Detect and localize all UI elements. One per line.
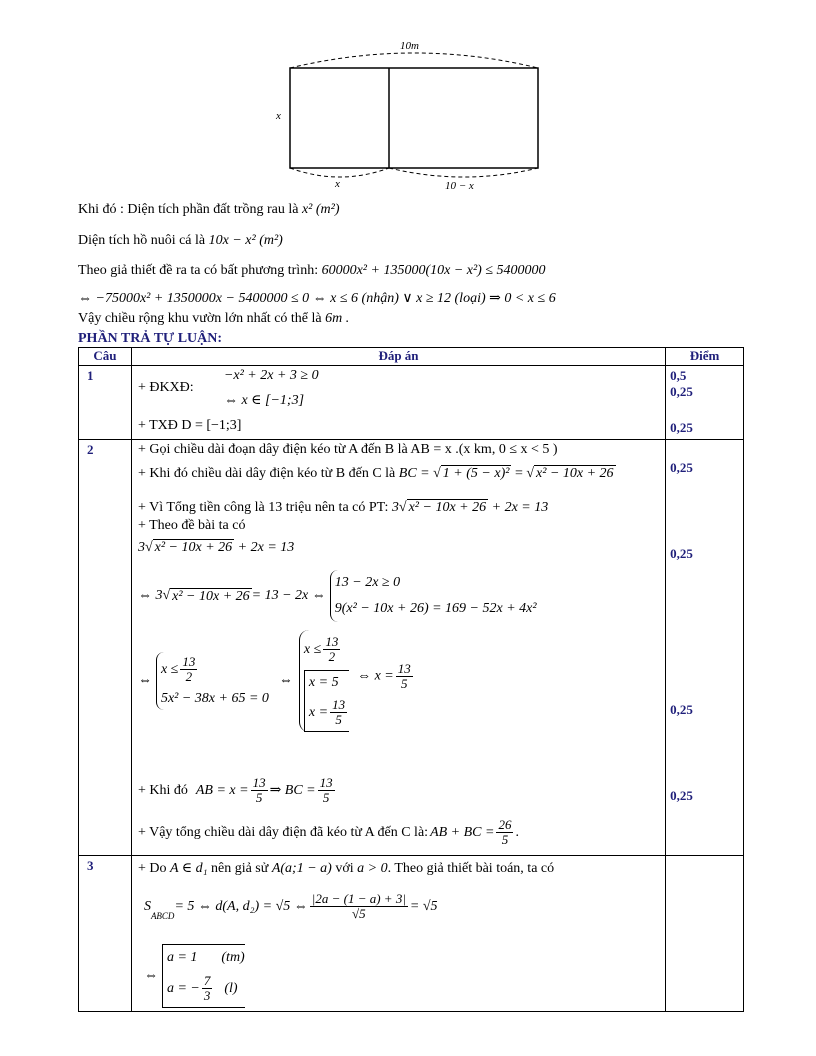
table-row-q1 <box>79 366 744 440</box>
intro-line-1-math: x² (m²) <box>301 202 340 217</box>
q3-line-1-text4: . Theo giả thiết bài toán, ta có <box>387 861 555 876</box>
q1-dkxd-label: + ĐKXĐ: <box>137 380 194 395</box>
q2-line-7-sys1 <box>161 652 269 688</box>
q2-line-3: + Vì Tổng tiền công là 13 triệu nên ta có PT: 3√ x² − 10x + 26 + 2x = 13 <box>137 500 549 515</box>
q3-line-1 <box>138 860 554 877</box>
intro-line-1 <box>78 202 340 218</box>
q2-line-7-c3-num: 13 <box>332 697 346 713</box>
q3-line-2-frac <box>310 892 408 921</box>
header-diem: Điểm <box>666 348 744 366</box>
q2-score-2: 0,25 <box>670 546 693 561</box>
q2-line-9-frac-num: 26 <box>498 817 512 832</box>
table-row-q2 <box>79 440 744 856</box>
q2-line-1: + Gọi chiều dài đoạn dây điện kéo từ A đến B là AB = x .(x km, 0 ≤ x < 5 ) <box>137 442 558 457</box>
q1-number: 1 <box>79 366 132 440</box>
q3-line-2-s: S <box>143 898 151 914</box>
q3-line-3-r2-eq: a = − <box>166 981 200 996</box>
q2-line-8-frac1-num: 13 <box>252 775 266 790</box>
q2-line-5-post: + 2x = 13 <box>234 540 295 555</box>
q2-line-7-res: ⇔ x = <box>357 668 394 684</box>
q1-txd: + TXĐ D = [−1;3] <box>137 418 242 433</box>
q3-score <box>666 856 744 1012</box>
q2-line-7-frac <box>180 655 197 684</box>
intro-line-2-math: 10x − x² (m²) <box>208 233 283 248</box>
figure-bottom-left-label: x <box>335 178 340 190</box>
q3-line-3-r2 <box>167 971 245 1007</box>
q2-line-8 <box>138 776 337 805</box>
q2-line-9-text: + Vậy tổng chiều dài dây điện đã kéo từ A đến C là: <box>137 824 429 840</box>
figure-side-label: x <box>276 110 281 122</box>
q2-line-8-frac2-den: 5 <box>322 790 330 805</box>
q2-line-6-rad: x² − 10x + 26 <box>172 588 250 604</box>
q2-line-9-frac-den: 5 <box>501 832 509 847</box>
intro-line-5 <box>78 311 349 327</box>
q3-line-2 <box>144 892 438 921</box>
q1-answer <box>131 366 665 440</box>
q2-line-7-c3-den: 5 <box>335 712 342 728</box>
q2-line-2-bc: BC = <box>398 466 434 481</box>
figure-top-label: 10m <box>400 40 419 52</box>
q2-line-3-rad: x² − 10x + 26 <box>408 500 487 515</box>
q2-line-7-c3-a: x = <box>308 705 329 720</box>
intro-line-5-text: Vậy chiều rộng khu vườn lớn nhất có thể là <box>78 311 322 326</box>
intro-line-4-math: ⇔ −75000x² + 1350000x − 5400000 ≤ 0 ⇔ x ≤ 6 (nhận) ∨ x ≥ 12 (loại) ⇒ 0 < x ≤ 6 <box>78 291 556 306</box>
q2-line-7-c1-a: x ≤ <box>303 642 322 657</box>
q2-line-8-b: ⇒ BC = <box>269 783 316 798</box>
q2-score <box>666 440 744 856</box>
q3-line-3-r2-num: 7 <box>203 973 211 989</box>
q2-line-7-c1-num: 13 <box>325 634 339 650</box>
q2-line-6: ⇔ 3 √ x² − 10x + 26 = 13 − 2x ⇔ 13 − 2x ≥ 0 9(x² − 10x + 26) = 169 − 52x + 4x² <box>138 570 537 622</box>
intro-line-3 <box>78 263 546 279</box>
q3-line-2-sub: ABCD <box>150 911 175 921</box>
q2-line-6-system <box>330 570 537 622</box>
section-title: PHẦN TRẢ TỰ LUẬN: <box>78 331 223 346</box>
q2-line-7-system2 <box>299 630 349 732</box>
q2-line-6-sys1: 13 − 2x ≥ 0 <box>334 575 401 590</box>
q2-line-7-result <box>357 662 415 691</box>
intro-line-3-math: 60000x² + 135000(10x − x²) ≤ 5400000 <box>321 263 546 278</box>
table-header-row <box>79 348 744 366</box>
q2-line-7-frac-num: 13 <box>182 654 196 670</box>
q2-line-7-arrow2: ⇔ <box>278 673 293 688</box>
q2-line-7 <box>138 630 415 732</box>
q2-line-7-arrow: ⇔ <box>137 673 152 688</box>
q2-line-7-sys2: 5x² − 38x + 65 = 0 <box>160 691 269 706</box>
q2-line-8-a: AB = x = <box>195 782 249 798</box>
q2-line-9: + Vậy tổng chiều dài dây điện đã kéo từ A đến C là: AB + BC = $\frac{26}{5}$ . <box>137 817 519 847</box>
intro-line-5-math: 6m . <box>325 311 350 326</box>
q2-line-7-res-den: 5 <box>401 676 408 691</box>
q3-line-1-text: + Do <box>137 861 167 876</box>
q1-score-3: 0,25 <box>670 420 693 435</box>
q2-line-6-pre: ⇔ 3 <box>137 588 163 603</box>
q2-line-3-post: + 2x = 13 <box>488 500 549 515</box>
garden-figure <box>270 36 560 196</box>
q3-number: 3 <box>79 856 132 1012</box>
answer-table <box>78 347 744 1012</box>
q3-line-2-den: √5 <box>352 906 366 921</box>
q2-line-8-frac1-den: 5 <box>255 790 263 805</box>
intro-line-2-text: Diện tích hồ nuôi cá là <box>78 233 206 248</box>
q2-line-2-text: + Khi đó chiều dài dây điện kéo từ B đến C là <box>137 466 396 481</box>
intro-line-3-text: Theo giả thiết đề ra ta có bất phương trình: <box>78 263 319 278</box>
q2-line-2-rad1: 1 + (5 − x)² <box>442 466 510 481</box>
q2-line-6-sys2: 9(x² − 10x + 26) = 169 − 52x + 4x² <box>334 601 537 616</box>
q1-score-1: 0,5 <box>670 368 687 383</box>
q2-line-7-res-num: 13 <box>397 661 411 676</box>
q3-line-3-alt <box>162 944 245 1008</box>
q3-line-1-text2: nên giả sử <box>210 861 269 876</box>
q2-line-7-c3 <box>309 695 349 731</box>
q2-line-7-c1 <box>304 630 349 670</box>
header-dap-an: Đáp án <box>131 348 665 366</box>
q2-line-7-system <box>156 652 269 710</box>
q2-number: 2 <box>79 440 132 856</box>
q2-line-7-frac-den: 2 <box>185 669 193 685</box>
q3-line-1-math: A ∈ d₁ <box>169 861 208 876</box>
q3-line-3-r1-eq: a = 1 <box>166 950 198 965</box>
q2-line-8-text: + Khi đó <box>137 782 188 798</box>
q2-line-8-frac1 <box>251 776 268 805</box>
q3-line-3-r2-den: 3 <box>203 988 211 1004</box>
q2-line-7-c1-frac <box>323 635 340 664</box>
q2-line-5-rad: x² − 10x + 26 <box>154 540 233 555</box>
q3-line-3-r1-note: (tm) <box>221 950 245 965</box>
q2-score-1: 0,25 <box>670 460 693 475</box>
q2-line-9-math: AB + BC = <box>430 824 495 840</box>
q3-line-3-r2-note: (l) <box>224 981 238 996</box>
q3-line-3-r1 <box>167 945 245 971</box>
q3-line-1-math3: a > 0 <box>357 861 388 876</box>
q3-line-2-b: = 5 ⇔ d(A, d₂) = √5 ⇔ <box>174 898 308 914</box>
q3-line-1-text3: với <box>335 861 354 876</box>
q1-score <box>666 366 744 440</box>
q2-score-4: 0,25 <box>670 788 693 803</box>
q2-line-7-res-frac <box>396 662 413 691</box>
q2-line-8-frac2-num: 13 <box>319 775 333 790</box>
q3-line-3-r2-frac <box>202 974 213 1003</box>
table-row-q3 <box>79 856 744 1012</box>
intro-line-1-text: Khi đó : Diện tích phần đất trồng rau là <box>78 202 299 217</box>
q2-line-3-text: + Vì Tổng tiền công là 13 triệu nên ta có PT: <box>137 500 389 515</box>
q3-answer <box>131 856 665 1012</box>
q2-line-5-pre: 3 <box>137 540 145 555</box>
q3-line-1-math2: A(a;1 − a) <box>271 861 332 876</box>
q3-line-3-arrow: ⇔ <box>143 968 158 983</box>
q3-line-3 <box>144 944 245 1008</box>
q3-line-2-num: |2a − (1 − a) + 3| <box>311 891 406 906</box>
q3-line-2-c: = √5 <box>409 898 438 914</box>
header-cau: Câu <box>79 348 132 366</box>
q2-line-7-c3-frac <box>330 698 347 727</box>
q2-line-2: + Khi đó chiều dài dây điện kéo từ B đến C là BC = √ 1 + (5 − x)² = √ x² − 10x + 26 <box>137 466 614 481</box>
q2-line-4: + Theo đề bài ta có <box>137 518 246 533</box>
q2-line-2-rad2: x² − 10x + 26 <box>536 466 614 481</box>
q1-dkxd-sol: ⇔ x ∈ [−1;3] <box>223 393 305 408</box>
q2-line-7-alt <box>304 670 349 732</box>
q2-line-7-c1-den: 2 <box>328 649 336 665</box>
q1-dkxd-ineq: −x² + 2x + 3 ≥ 0 <box>223 368 319 383</box>
intro-line-2 <box>78 233 283 249</box>
q2-score-3: 0,25 <box>670 702 693 717</box>
q2-answer <box>131 440 665 856</box>
q2-line-9-frac <box>496 818 513 847</box>
q2-line-7-sys1-a: x ≤ <box>160 662 179 677</box>
figure-bottom-right-label: 10 − x <box>445 180 474 192</box>
q1-score-2: 0,25 <box>670 384 693 399</box>
q2-line-6-mid: = 13 − 2x ⇔ <box>251 588 326 603</box>
q2-line-3-pre: 3 <box>391 500 399 515</box>
q2-line-8-frac2 <box>318 776 335 805</box>
q2-line-7-c2: x = 5 <box>308 675 339 690</box>
intro-line-4 <box>78 290 556 307</box>
q2-line-5: 3√ x² − 10x + 26 + 2x = 13 <box>137 540 295 555</box>
